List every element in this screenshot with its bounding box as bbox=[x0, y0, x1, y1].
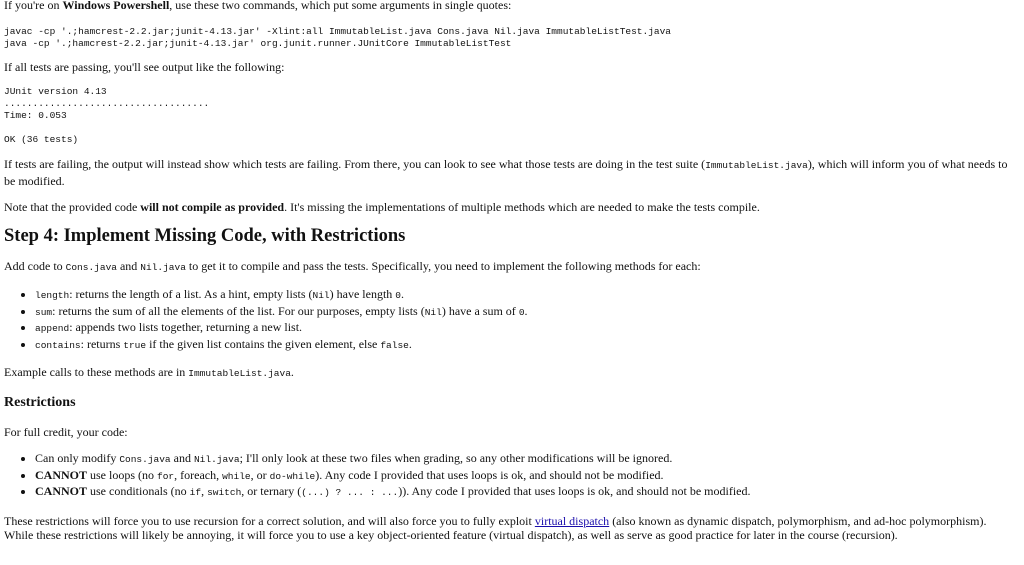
method-length-item: • length: returns the length of a list. As a hint, empty lists (Nil) have length 0. bbox=[35, 287, 1018, 304]
failing-paragraph: If tests are failing, the output will instead show which tests are failing. From there, you can look to see what those tests are doing in the test suite (ImmutableList.java), which will inform you of what needs to be modified. bbox=[4, 157, 1008, 188]
passing-text: If all tests are passing, you'll see output like the following: bbox=[4, 59, 285, 74]
restriction-conditionals-item: • CANNOT use conditionals (no if, switch, or ternary ((...) ? ... : ...)). Any code I provided that uses loops is ok, and should not be modified. bbox=[35, 484, 1018, 501]
inline-code: ImmutableList.java bbox=[705, 160, 808, 171]
addcode-paragraph: Add code to Cons.java and Nil.java to get it to compile and pass the tests. Specifically, you need to implement the following methods for each: bbox=[4, 258, 701, 273]
example-paragraph: Example calls to these methods are in ImmutableList.java. bbox=[4, 365, 294, 379]
compile-note: Note that the provided code will not compile as provided. It's missing the implementations of multiple methods which are needed to make the tests compile. bbox=[4, 200, 760, 214]
step4-heading: Step 4: Implement Missing Code, with Restrictions bbox=[4, 225, 406, 246]
restrictions-list bbox=[4, 451, 1018, 501]
inline-code: ImmutableList.java bbox=[188, 368, 291, 379]
powershell-commands-code: javac -cp '.;hamcrest-2.2.jar;junit-4.13.jar' -Xlint:all ImmutableList.java Cons.java Nil.java ImmutableListTest.java java -cp '.;hamcrest-2.2.jar;junit-4.13.jar' org.junit.runner.JUnitCore ImmutableListTest bbox=[4, 25, 672, 49]
inline-code: Cons.java bbox=[65, 261, 117, 273]
final-paragraph: These restrictions will force you to use recursion for a correct solution, and will also force you to fully exploit virtual dispatch (also known as dynamic dispatch, polymorphism, and ad-hoc polymorphism). While these restrictions will likely be annoying, it will force you to use a key object-oriented feature (virtual dispatch), as well as serve as good practice for later in the course (recursion). bbox=[4, 513, 987, 542]
for-credit-text: For full credit, your code: bbox=[4, 424, 128, 439]
method-contains-item: • contains: returns true if the given list contains the given element, else false. bbox=[35, 337, 1018, 354]
junit-output-code: JUnit version 4.13 .................................... Time: 0.053 OK (36 tests) bbox=[4, 86, 210, 145]
methods-list bbox=[4, 287, 1018, 353]
powershell-intro: If you're on Windows Powershell, use these two commands, which put some arguments in single quotes: bbox=[4, 0, 512, 12]
restriction-modify-item: • Can only modify Cons.java and Nil.java; I'll only look at these two files when grading, so any other modifications will be ignored. bbox=[35, 451, 1018, 468]
virtual-dispatch-link[interactable]: virtual dispatch bbox=[534, 513, 610, 528]
powershell-bold: Windows Powershell bbox=[62, 0, 170, 12]
inline-code: Nil.java bbox=[140, 261, 186, 273]
method-sum-item: • sum: returns the sum of all the elements of the list. For our purposes, empty lists (Nil) have a sum of 0. bbox=[35, 304, 1018, 321]
restriction-loops-item: • CANNOT use loops (no for, foreach, while, or do-while). Any code I provided that uses loops is ok, and should not be modified. bbox=[35, 468, 1018, 485]
restrictions-heading: Restrictions bbox=[4, 394, 76, 410]
method-append-item: • append: appends two lists together, returning a new list. bbox=[35, 320, 1018, 337]
compile-bold: will not compile as provided bbox=[140, 200, 285, 214]
